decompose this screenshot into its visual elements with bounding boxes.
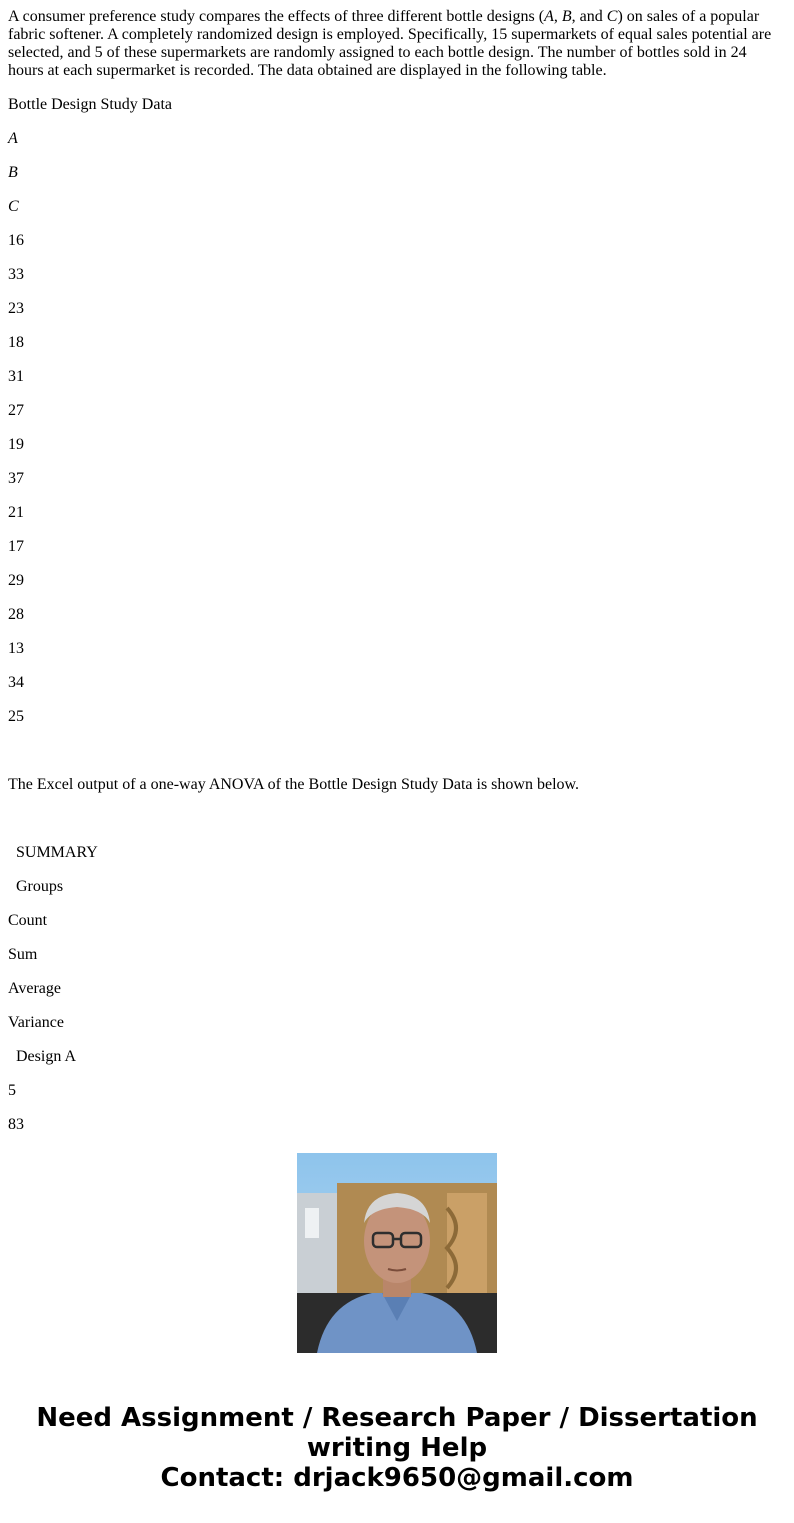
intro-text: , — [553, 8, 562, 25]
intro-design-b: B — [561, 8, 572, 25]
intro-paragraph — [8, 8, 786, 80]
intro-text: , and — [571, 8, 607, 25]
summary-row-label: Design A — [16, 1048, 76, 1065]
author-avatar — [297, 1153, 497, 1353]
summary-column-average: Average — [8, 980, 61, 997]
summary-cell: 5 — [8, 1082, 16, 1099]
table-cell: 21 — [8, 504, 24, 521]
intro-design-c: C — [606, 8, 618, 25]
table-cell: 13 — [8, 640, 24, 657]
blank-line — [8, 810, 786, 828]
table-cell: 19 — [8, 436, 24, 453]
intro-design-a: A — [544, 8, 554, 25]
table-title: Bottle Design Study Data — [8, 96, 172, 113]
table-cell: 27 — [8, 402, 24, 419]
table-cell: 18 — [8, 334, 24, 351]
footer-line-1: Need Assignment / Research Paper / Dissertation — [36, 1403, 758, 1433]
table-cell: 23 — [8, 300, 24, 317]
column-header-c: C — [8, 198, 19, 215]
summary-column-sum: Sum — [8, 946, 38, 963]
summary-column-variance: Variance — [8, 1014, 64, 1031]
footer-line-2: writing Help — [306, 1433, 488, 1463]
table-cell: 37 — [8, 470, 24, 487]
table-cell: 28 — [8, 606, 24, 623]
intro-text: ) on sales of a popular fabric softener. A completely randomized design is employed. Specifically, 15 supermarkets of equal sales potential are selected, and 5 of these supermarkets are randomly assigned to each bottle design. The number of bottles sold in 24 hours at each supermarket is recorded. The data obtained are displayed in the following table. — [8, 8, 772, 79]
footer-promo — [0, 1403, 794, 1493]
table-cell: 16 — [8, 232, 24, 249]
groups-label: Groups — [16, 878, 64, 895]
anova-intro: The Excel output of a one-way ANOVA of the Bottle Design Study Data is shown below. — [8, 776, 580, 793]
person-photo-icon — [297, 1153, 497, 1353]
table-cell: 34 — [8, 674, 24, 691]
table-cell: 25 — [8, 708, 24, 725]
question-content — [8, 8, 786, 1133]
blank-line — [8, 742, 786, 760]
summary-label: SUMMARY — [16, 844, 98, 861]
table-cell: 31 — [8, 368, 24, 385]
footer-contact: Contact: drjack9650@gmail.com — [160, 1463, 634, 1493]
column-header-a: A — [8, 130, 18, 147]
intro-text: A consumer preference study compares the effects of three different bottle designs ( — [8, 8, 545, 25]
column-header-b: B — [8, 164, 18, 181]
table-cell: 33 — [8, 266, 24, 283]
summary-cell: 83 — [8, 1116, 24, 1133]
table-cell: 29 — [8, 572, 24, 589]
summary-column-count: Count — [8, 912, 48, 929]
table-cell: 17 — [8, 538, 24, 555]
